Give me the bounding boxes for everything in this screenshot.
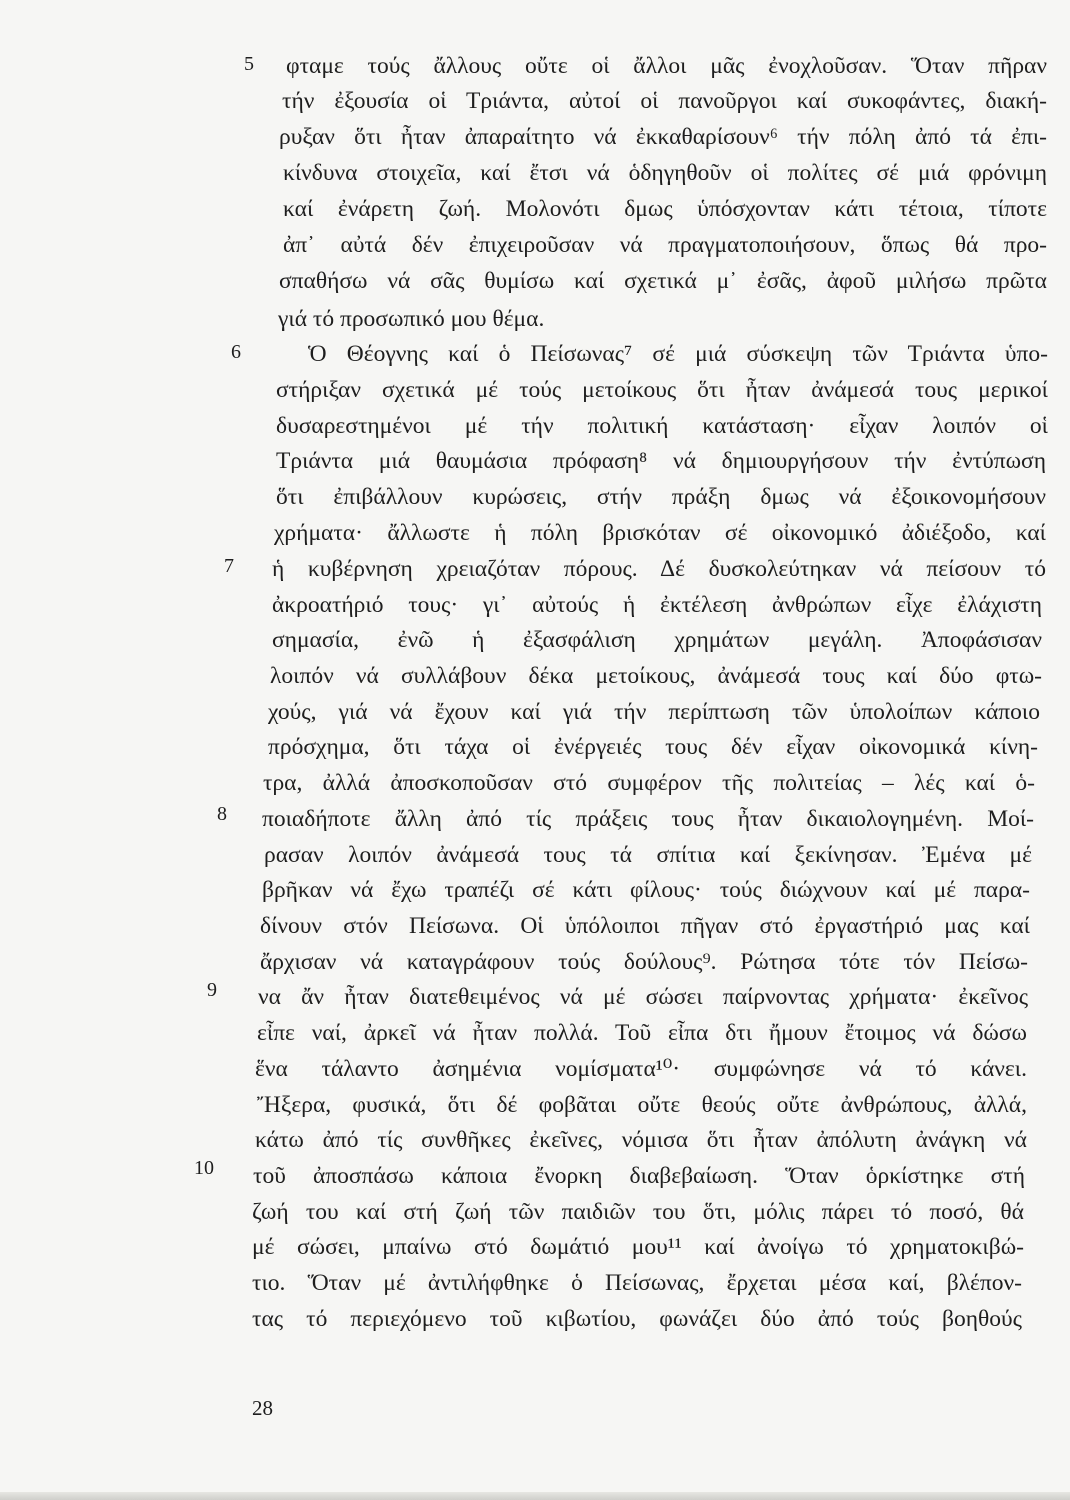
text-line: πρόσχημα, ὅτι τάχα οἱ ἐνέργειές τους δέν εἶχαν οἰκονομικά κίνη-	[268, 734, 1038, 760]
text-line: σπαθήσω νά σᾶς θυμίσω καί σχετικά μ᾽ ἐσᾶς, ἀφοῦ μιλήσω πρῶτα	[279, 268, 1047, 294]
section-marker-6: 6	[231, 341, 241, 363]
page-number: 28	[252, 1396, 273, 1420]
text-line: ἡ κυβέρνηση χρειαζόταν πόρους. Δέ δυσκολεύτηκαν νά πείσουν τό	[272, 556, 1046, 582]
text-line: ζωή του καί στή ζωή τῶν παιδιῶν του ὅτι, μόλις πάρει τό ποσό, θά	[252, 1199, 1024, 1225]
text-line: εἶπε ναί, ἀρκεῖ νά ἦταν πολλά. Τοῦ εἶπα δτι ἤμουν ἔτοιμος νά δώσω	[257, 1020, 1027, 1046]
text-line: ρασαν λοιπόν ἀνάμεσά τους τά σπίτια καί ξεκίνησαν. Ἐμένα μέ	[264, 842, 1032, 868]
section-marker-10: 10	[194, 1157, 214, 1179]
text-line: λοιπόν νά συλλάβουν δέκα μετοίκους, ἀνάμεσά τους καί δύο φτω-	[270, 663, 1042, 689]
text-line: βρῆκαν νά ἔχω τραπέζι σέ κάτι φίλους· τούς διώχνουν καί μέ παρα-	[262, 877, 1030, 903]
text-line: φταμε τούς ἄλλους οὔτε οἱ ἄλλοι μᾶς ἐνοχλοῦσαν. Ὅταν πῆραν	[286, 53, 1047, 79]
text-line: κάτω ἀπό τίς συνθῆκες ἐκεῖνες, νόμισα ὅτι ἦταν ἀπόλυτη ἀνάγκη νά	[255, 1127, 1027, 1153]
text-line: ποιαδήποτε ἄλλη ἀπό τίς πράξεις τους ἦταν δικαιολογημένη. Μοί-	[262, 806, 1034, 832]
text-line: τρα, ἀλλά ἀποσκοποῦσαν στό συμφέρον τῆς πολιτείας – λές καί ὁ-	[263, 770, 1035, 796]
text-line: ἄρχισαν νά καταγράφουν τούς δούλους⁹. Ρώτησα τότε τόν Πείσω-	[260, 949, 1028, 975]
text-line: ρυξαν ὅτι ἦταν ἀπαραίτητο νά ἐκκαθαρίσουν⁶ τήν πόλη ἀπό τά ἐπι-	[279, 124, 1047, 150]
section-marker-5: 5	[244, 53, 254, 75]
text-line: ἕνα τάλαντο ἀσημένια νομίσματα¹⁰· συμφώνησε νά τό κάνει.	[255, 1056, 1027, 1082]
text-line: στήριξαν σχετικά μέ τούς μετοίκους ὅτι ἦταν ἀνάμεσά τους μερικοί	[276, 377, 1048, 403]
section-marker-8: 8	[217, 803, 227, 825]
text-line: ἀκροατήριό τους· γι᾽ αὐτούς ἡ ἐκτέλεση ἀνθρώπων εἶχε ἐλάχιστη	[272, 592, 1042, 618]
text-line: Ἤξερα, φυσικά, ὅτι δέ φοβᾶται οὔτε θεούς οὔτε ἀνθρώπους, ἀλλά,	[257, 1092, 1027, 1118]
text-line: να ἄν ἦταν διατεθειμένος νά μέ σώσει παίρνοντας χρήματα· ἐκεῖνος	[258, 984, 1028, 1010]
text-line: ἀπ᾽ αὐτά δέν ἐπιχειροῦσαν νά πραγματοποιήσουν, ὅπως θά προ-	[283, 232, 1047, 258]
text-line: ὅτι ἐπιβάλλουν κυρώσεις, στήν πράξη δμως νά ἐξοικονομήσουν	[276, 484, 1046, 510]
text-line: χούς, γιά νά ἔχουν καί γιά τήν περίπτωση τῶν ὑπολοίπων κάποιο	[268, 699, 1040, 725]
section-marker-9: 9	[207, 979, 217, 1001]
text-line: σημασία, ἐνῶ ἡ ἐξασφάλιση χρημάτων μεγάλη. Ἀποφάσισαν	[272, 627, 1042, 653]
text-line: κίνδυνα στοιχεῖα, καί ἔτσι νά ὁδηγηθοῦν οἱ πολίτες σέ μιά φρόνιμη	[283, 160, 1047, 186]
page-edge	[0, 1492, 1070, 1500]
text-line: μέ σώσει, μπαίνω στό δωμάτιό μου¹¹ καί ἀνοίγω τό χρηματοκιβώ-	[252, 1234, 1024, 1260]
section-marker-7: 7	[224, 555, 234, 577]
text-line: χρήματα· ἄλλωστε ἡ πόλη βρισκόταν σέ οἰκονομικό ἀδιέξοδο, καί	[274, 520, 1046, 546]
text-line: τοῦ ἀποσπάσω κάποια ἔνορκη διαβεβαίωση. Ὅταν ὁρκίστηκε στή	[253, 1163, 1025, 1189]
text-line: καί ἐνάρετη ζωή. Μολονότι δμως ὑπόσχονταν κάτι τέτοια, τίποτε	[283, 196, 1047, 222]
text-line: δίνουν στόν Πείσωνα. Οἱ ὑπόλοιποι πῆγαν στό ἐργαστήριό μας καί	[260, 913, 1030, 939]
text-line: γιά τό προσωπικό μου θέμα.	[278, 306, 545, 332]
text-line: τιο. Ὅταν μέ ἀντιλήφθηκε ὁ Πείσωνας, ἔρχεται μέσα καί, βλέπον-	[252, 1270, 1022, 1296]
text-line: δυσαρεστημένοι μέ τήν πολιτική κατάσταση· εἶχαν λοιπόν οἱ	[276, 413, 1048, 439]
text-line: Τριάντα μιά θαυμάσια πρόφαση⁸ νά δημιουργήσουν τήν ἐντύπωση	[276, 448, 1046, 474]
text-line: Ὁ Θέογνης καί ὁ Πείσωνας⁷ σέ μιά σύσκεψη τῶν Τριάντα ὑπο-	[308, 341, 1048, 367]
text-line: τήν ἐξουσία οἱ Τριάντα, αὐτοί οἱ πανοῦργοι καί συκοφάντες, διακή-	[282, 88, 1047, 114]
text-line: τας τό περιεχόμενο τοῦ κιβωτίου, φωνάζει δύο ἀπό τούς βοηθούς	[252, 1306, 1022, 1332]
